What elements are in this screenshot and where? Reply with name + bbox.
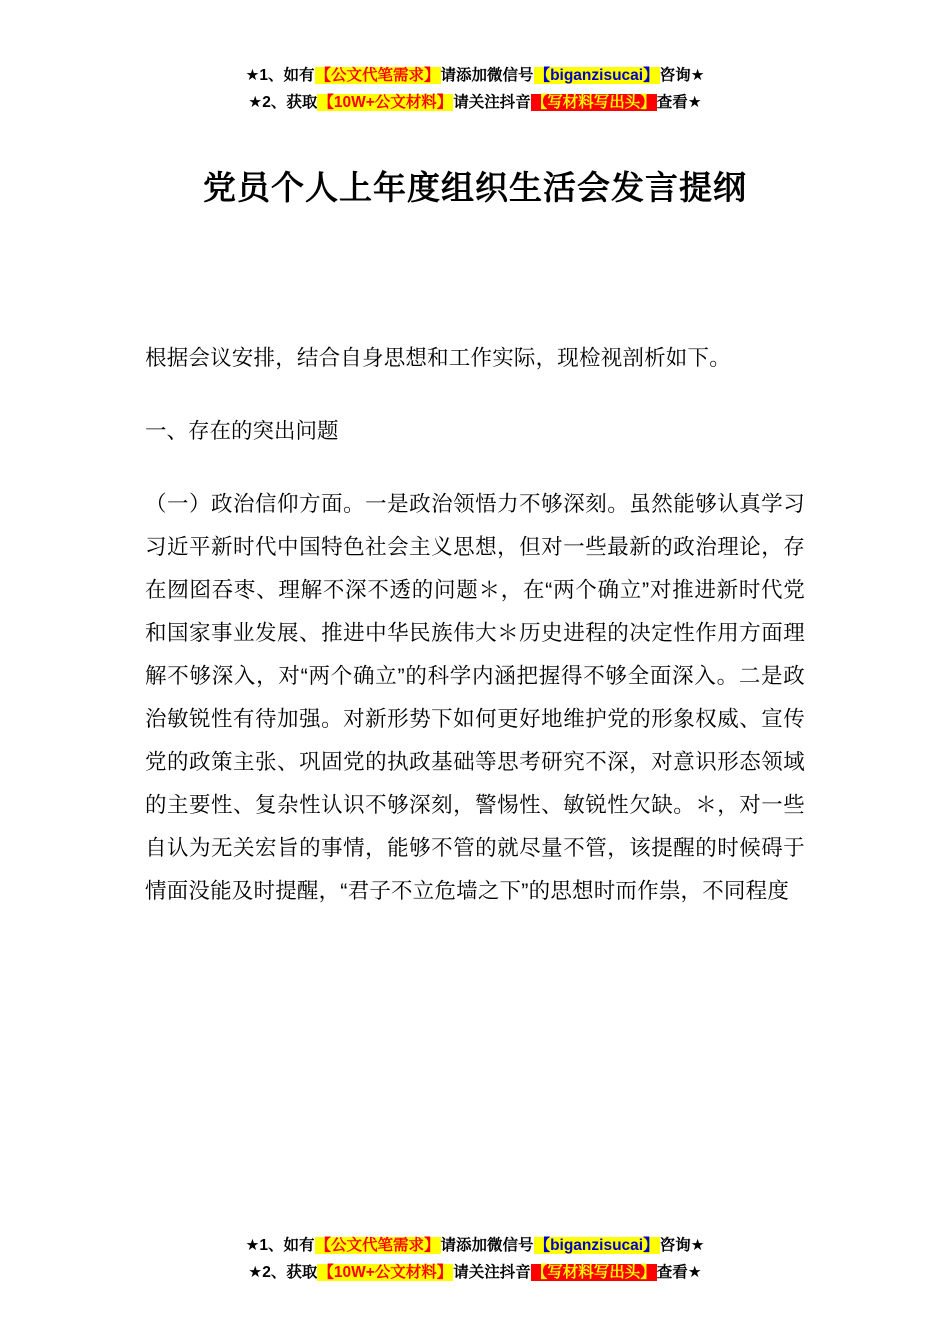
section-heading-1: 一、存在的突出问题 xyxy=(145,419,339,444)
promo-bottom-line-1 xyxy=(0,1232,950,1259)
promo-line-2-prefix: ★2、获取 xyxy=(248,94,318,112)
promo-line-2 xyxy=(145,89,805,116)
promo-banner-bottom xyxy=(0,1232,950,1286)
document-body xyxy=(145,337,805,913)
promo-bottom-line-1-tag1: 【公文代笔需求】 xyxy=(315,1236,440,1254)
document-title: 党员个人上年度组织生活会发言提纲 xyxy=(203,169,747,207)
promo-line-2-tag2: 【写材料写出头】 xyxy=(531,94,656,112)
promo-bottom-line-1-suffix: 咨询★ xyxy=(659,1236,705,1254)
promo-line-1 xyxy=(145,62,805,89)
promo-line-2-tag1: 【10W+公文材料】 xyxy=(318,94,453,112)
promo-bottom-line-1-mid: 请添加微信号 xyxy=(440,1236,534,1254)
promo-bottom-line-2-tag1: 【10W+公文材料】 xyxy=(318,1263,453,1281)
promo-bottom-line-2-prefix: ★2、获取 xyxy=(248,1263,318,1281)
paragraph-section-1-1: （一）政治信仰方面。一是政治领悟力不够深刻。虽然能够认真学习习近平新时代中国特色社会主义思想，但对一些最新的政治理论，存在囫囵吞枣、理解不深不透的问题＊，在“两个确立”对推进新时代党和国家事业发展、推进中华民族伟大＊历史进程的决定性作用方面理解不够深入，对“两个确立”的科学内涵把握得不够全面深入。二是政治敏锐性有待加强。对新形势下如何更好地维护党的形象权威、宣传党的政策主张、巩固党的执政基础等思考研究不深，对意识形态领域的主要性、复杂性认识不够深刻，警惕性、敏锐性欠缺。＊，对一些自认为无关宏旨的事情，能够不管的就尽量不管，该提醒的时候碍于情面没能及时提醒，“君子不立危墙之下”的思想时而作祟，不同程度 xyxy=(145,492,805,904)
promo-line-1-tag2: 【biganzisucai】 xyxy=(534,67,659,84)
promo-bottom-line-2 xyxy=(0,1259,950,1286)
promo-line-2-mid: 请关注抖音 xyxy=(453,94,531,112)
promo-bottom-line-2-mid: 请关注抖音 xyxy=(453,1263,531,1281)
promo-line-2-suffix: 查看★ xyxy=(656,94,702,112)
promo-line-1-suffix: 咨询★ xyxy=(659,67,705,84)
promo-bottom-line-2-tag2: 【写材料写出头】 xyxy=(531,1263,656,1281)
promo-bottom-line-1-prefix: ★1、如有 xyxy=(245,1236,315,1254)
promo-line-1-tag1: 【公文代笔需求】 xyxy=(315,67,440,84)
promo-bottom-line-1-tag2: 【biganzisucai】 xyxy=(534,1236,659,1254)
promo-banner-top xyxy=(145,0,805,116)
promo-line-1-mid: 请添加微信号 xyxy=(440,67,534,84)
paragraph-intro: 根据会议安排，结合自身思想和工作实际，现检视剖析如下。 xyxy=(145,346,731,371)
promo-line-1-prefix: ★1、如有 xyxy=(245,67,315,84)
promo-bottom-line-2-suffix: 查看★ xyxy=(656,1263,702,1281)
